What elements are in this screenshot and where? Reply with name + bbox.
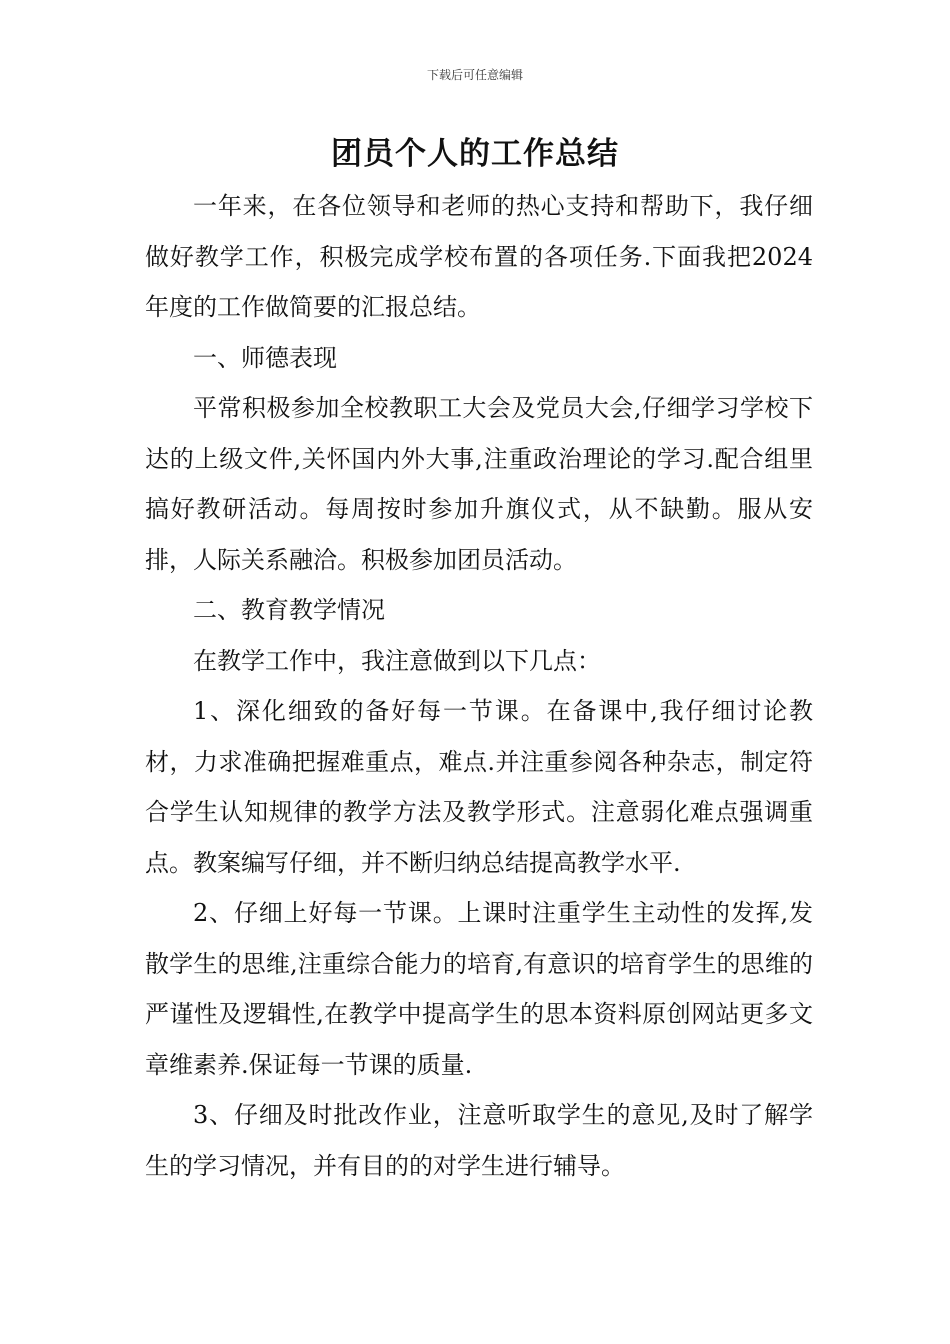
header-note: 下载后可任意编辑 — [426, 68, 523, 82]
paragraph-intro: 一年来，在各位领导和老师的热心支持和帮助下，我仔细做好教学工作，积极完成学校布置的各项任务.下面我把2024年度的工作做简要的汇报总结。 — [145, 192, 813, 321]
paragraph-ethics: 平常积极参加全校教职工大会及党员大会,仔细学习学校下达的上级文件,关怀国内外大事,注重政治理论的学习.配合组里搞好教研活动。每周按时参加升旗仪式，从不缺勤。服从安排，人际关系融洽。积极参加团员活动。 — [145, 394, 813, 574]
paragraph-teaching-intro: 在教学工作中，我注意做到以下几点： — [193, 646, 601, 675]
section-heading-ethics: 一、师德表现 — [193, 343, 337, 372]
document-title: 团员个人的工作总结 — [331, 136, 619, 172]
document-body — [145, 181, 813, 1191]
paragraph-point-1: 1、深化细致的备好每一节课。在备课中,我仔细讨论教材，力求准确把握难重点，难点.并注重参阅各种杂志，制定符合学生认知规律的教学方法及教学形式。注意弱化难点强调重点。教案编写仔细，并不断归纳总结提高教学水平. — [145, 697, 813, 877]
paragraph-point-3: 3、仔细及时批改作业，注意听取学生的意见,及时了解学生的学习情况，并有目的的对学生进行辅导。 — [145, 1101, 813, 1180]
section-heading-teaching: 二、教育教学情况 — [193, 596, 385, 624]
paragraph-point-2: 2、仔细上好每一节课。上课时注重学生主动性的发挥,发散学生的思维,注重综合能力的培育,有意识的培育学生的思维的严谨性及逻辑性,在教学中提高学生的思本资料原创网站更多文章维素养.保证每一节课的质量. — [145, 899, 813, 1079]
